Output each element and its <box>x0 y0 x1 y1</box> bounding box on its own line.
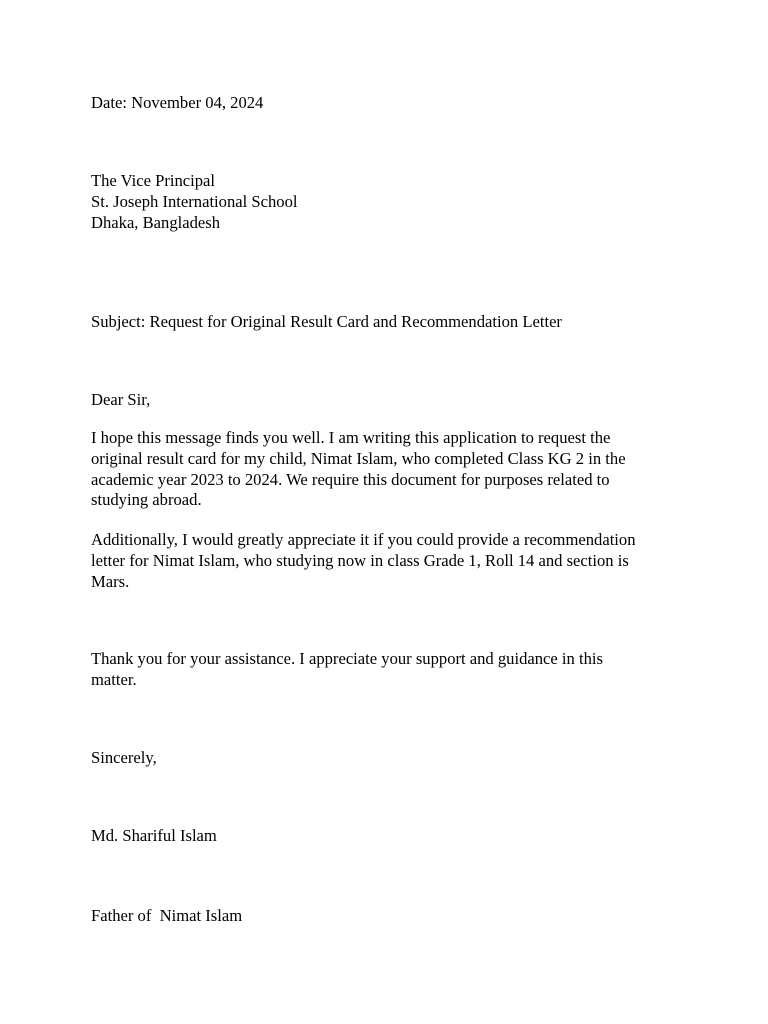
paragraph-line: Additionally, I would greatly appreciate it if you could provide a recommendation <box>91 530 636 549</box>
sender-name <box>91 826 691 847</box>
paragraph-line: Thank you for your assistance. I appreciate your support and guidance in this <box>91 649 603 668</box>
letter-subject <box>91 312 691 333</box>
letter-date <box>91 93 691 114</box>
recipient-school: St. Joseph International School <box>91 191 298 211</box>
date-line: Date: November 04, 2024 <box>91 93 264 112</box>
paragraph-line: I hope this message finds you well. I am writing this application to request the <box>91 428 611 447</box>
paragraph-recommendation <box>91 530 691 592</box>
subject-line: Subject: Request for Original Result Card and Recommendation Letter <box>91 312 562 331</box>
paragraph-line: matter. <box>91 669 137 689</box>
paragraph-line: studying abroad. <box>91 490 202 510</box>
recipient-title: The Vice Principal <box>91 171 216 190</box>
paragraph-line: Mars. <box>91 571 130 591</box>
closing-line: Sincerely, <box>91 748 157 767</box>
recipient-address <box>91 171 691 233</box>
paragraph-line: letter for Nimat Islam, who studying now in class Grade 1, Roll 14 and section is <box>91 550 629 570</box>
paragraph-line: academic year 2023 to 2024. We require this document for purposes related to <box>91 469 610 489</box>
salutation <box>91 390 691 411</box>
sender-relation <box>91 864 691 968</box>
recipient-city: Dhaka, Bangladesh <box>91 212 221 232</box>
sender-name-line: Md. Shariful Islam <box>91 826 217 845</box>
closing <box>91 748 691 769</box>
paragraph-thanks <box>91 649 691 691</box>
paragraph-line: original result card for my child, Nimat Islam, who completed Class KG 2 in the <box>91 448 626 468</box>
paragraph-request <box>91 428 691 511</box>
salutation-line: Dear Sir, <box>91 390 151 409</box>
sender-relation-line: Father of Nimat Islam <box>91 905 243 925</box>
